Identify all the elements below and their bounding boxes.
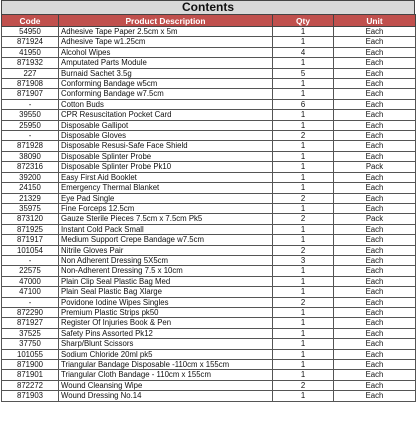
description-cell: Plain Clip Seal Plastic Bag Med xyxy=(59,276,273,286)
qty-cell: 1 xyxy=(273,37,334,47)
description-cell: Wound Dressing No.14 xyxy=(59,391,273,401)
table-row xyxy=(2,307,416,317)
code-cell: 227 xyxy=(2,68,59,78)
qty-cell: 1 xyxy=(273,120,334,130)
unit-cell: Each xyxy=(334,141,416,151)
code-cell: 871907 xyxy=(2,89,59,99)
description-cell: Sodium Chloride 20ml pk5 xyxy=(59,349,273,359)
table-row xyxy=(2,27,416,37)
table-row xyxy=(2,89,416,99)
unit-cell: Each xyxy=(334,297,416,307)
table-row xyxy=(2,183,416,193)
unit-cell: Each xyxy=(334,203,416,213)
unit-cell: Each xyxy=(334,235,416,245)
header-unit: Unit xyxy=(334,15,416,27)
code-cell: 47100 xyxy=(2,287,59,297)
header-row xyxy=(2,15,416,27)
code-cell: 41950 xyxy=(2,47,59,57)
qty-cell: 1 xyxy=(273,162,334,172)
unit-cell: Each xyxy=(334,266,416,276)
qty-cell: 1 xyxy=(273,391,334,401)
qty-cell: 1 xyxy=(273,370,334,380)
table-row xyxy=(2,224,416,234)
code-cell: 871927 xyxy=(2,318,59,328)
code-cell: 37750 xyxy=(2,339,59,349)
unit-cell: Each xyxy=(334,245,416,255)
unit-cell: Each xyxy=(334,89,416,99)
unit-cell: Each xyxy=(334,360,416,370)
unit-cell: Each xyxy=(334,99,416,109)
description-cell: Non Adherent Dressing 5X5cm xyxy=(59,255,273,265)
code-cell: 25950 xyxy=(2,120,59,130)
unit-cell: Each xyxy=(334,339,416,349)
code-cell: 37525 xyxy=(2,328,59,338)
unit-cell: Each xyxy=(334,349,416,359)
table-row xyxy=(2,276,416,286)
unit-cell: Each xyxy=(334,79,416,89)
header-qty: Qty xyxy=(273,15,334,27)
header-code: Code xyxy=(2,15,59,27)
code-cell: 872272 xyxy=(2,380,59,390)
table-row xyxy=(2,328,416,338)
code-cell: 871901 xyxy=(2,370,59,380)
code-cell: 21329 xyxy=(2,193,59,203)
description-cell: Emergency Thermal Blanket xyxy=(59,183,273,193)
table-row xyxy=(2,214,416,224)
unit-cell: Each xyxy=(334,68,416,78)
code-cell: 872290 xyxy=(2,307,59,317)
table-header xyxy=(2,15,416,27)
qty-cell: 1 xyxy=(273,307,334,317)
description-cell: Conforming Bandage w5cm xyxy=(59,79,273,89)
qty-cell: 1 xyxy=(273,183,334,193)
page-title: Contents xyxy=(1,0,415,14)
qty-cell: 1 xyxy=(273,141,334,151)
unit-cell: Each xyxy=(334,391,416,401)
description-cell: Instant Cold Pack Small xyxy=(59,224,273,234)
code-cell: 39200 xyxy=(2,172,59,182)
unit-cell: Each xyxy=(334,193,416,203)
unit-cell: Each xyxy=(334,328,416,338)
qty-cell: 1 xyxy=(273,224,334,234)
description-cell: Conforming Bandage w7.5cm xyxy=(59,89,273,99)
description-cell: Triangular Cloth Bandage - 110cm x 155cm xyxy=(59,370,273,380)
qty-cell: 1 xyxy=(273,151,334,161)
code-cell: 871932 xyxy=(2,58,59,68)
unit-cell: Each xyxy=(334,287,416,297)
table-row xyxy=(2,110,416,120)
code-cell: 47000 xyxy=(2,276,59,286)
code-cell: 22575 xyxy=(2,266,59,276)
code-cell: 872316 xyxy=(2,162,59,172)
description-cell: Triangular Bandage Disposable -110cm x 155cm xyxy=(59,360,273,370)
qty-cell: 1 xyxy=(273,110,334,120)
qty-cell: 2 xyxy=(273,214,334,224)
code-cell: 54950 xyxy=(2,27,59,37)
code-cell: 873120 xyxy=(2,214,59,224)
qty-cell: 2 xyxy=(273,193,334,203)
description-cell: Non-Adherent Dressing 7.5 x 10cm xyxy=(59,266,273,276)
description-cell: CPR Resuscitation Pocket Card xyxy=(59,110,273,120)
unit-cell: Each xyxy=(334,172,416,182)
code-cell: 39550 xyxy=(2,110,59,120)
code-cell: 871900 xyxy=(2,360,59,370)
unit-cell: Each xyxy=(334,380,416,390)
qty-cell: 2 xyxy=(273,380,334,390)
qty-cell: 1 xyxy=(273,27,334,37)
qty-cell: 1 xyxy=(273,172,334,182)
unit-cell: Each xyxy=(334,255,416,265)
table-row xyxy=(2,131,416,141)
description-cell: Plain Seal Plastic Bag Xlarge xyxy=(59,287,273,297)
qty-cell: 1 xyxy=(273,318,334,328)
description-cell: Povidone Iodine Wipes Singles xyxy=(59,297,273,307)
code-cell: - xyxy=(2,255,59,265)
code-cell: - xyxy=(2,99,59,109)
qty-cell: 4 xyxy=(273,47,334,57)
description-cell: Disposable Resusi-Safe Face Shield xyxy=(59,141,273,151)
qty-cell: 1 xyxy=(273,89,334,99)
code-cell: - xyxy=(2,131,59,141)
unit-cell: Each xyxy=(334,131,416,141)
table-row xyxy=(2,235,416,245)
code-cell: - xyxy=(2,297,59,307)
table-row xyxy=(2,203,416,213)
table-row xyxy=(2,360,416,370)
table-row xyxy=(2,68,416,78)
unit-cell: Each xyxy=(334,318,416,328)
code-cell: 101055 xyxy=(2,349,59,359)
description-cell: Medium Support Crepe Bandage w7.5cm xyxy=(59,235,273,245)
qty-cell: 1 xyxy=(273,276,334,286)
table-row xyxy=(2,58,416,68)
unit-cell: Each xyxy=(334,47,416,57)
table-row xyxy=(2,380,416,390)
description-cell: Cotton Buds xyxy=(59,99,273,109)
code-cell: 871928 xyxy=(2,141,59,151)
description-cell: Eye Pad Single xyxy=(59,193,273,203)
description-cell: Disposable Splinter Probe Pk10 xyxy=(59,162,273,172)
table-row xyxy=(2,151,416,161)
description-cell: Nitrile Gloves Pair xyxy=(59,245,273,255)
code-cell: 871908 xyxy=(2,79,59,89)
table-row xyxy=(2,349,416,359)
table-body xyxy=(2,27,416,402)
qty-cell: 1 xyxy=(273,328,334,338)
table-row xyxy=(2,370,416,380)
unit-cell: Pack xyxy=(334,214,416,224)
description-cell: Register Of Injuries Book & Pen xyxy=(59,318,273,328)
description-cell: Adhesive Tape w1.25cm xyxy=(59,37,273,47)
qty-cell: 1 xyxy=(273,287,334,297)
qty-cell: 2 xyxy=(273,297,334,307)
table-row xyxy=(2,120,416,130)
code-cell: 871917 xyxy=(2,235,59,245)
description-cell: Burnaid Sachet 3.5g xyxy=(59,68,273,78)
qty-cell: 5 xyxy=(273,68,334,78)
description-cell: Gauze Sterile Pieces 7.5cm x 7.5cm Pk5 xyxy=(59,214,273,224)
qty-cell: 2 xyxy=(273,245,334,255)
table-row xyxy=(2,47,416,57)
table-row xyxy=(2,162,416,172)
qty-cell: 3 xyxy=(273,255,334,265)
unit-cell: Each xyxy=(334,183,416,193)
description-cell: Fine Forceps 12.5cm xyxy=(59,203,273,213)
description-cell: Sharp/Blunt Scissors xyxy=(59,339,273,349)
qty-cell: 6 xyxy=(273,99,334,109)
table-row xyxy=(2,339,416,349)
unit-cell: Each xyxy=(334,27,416,37)
unit-cell: Each xyxy=(334,37,416,47)
table-row xyxy=(2,287,416,297)
code-cell: 35975 xyxy=(2,203,59,213)
table-row xyxy=(2,245,416,255)
code-cell: 871903 xyxy=(2,391,59,401)
code-cell: 24150 xyxy=(2,183,59,193)
unit-cell: Each xyxy=(334,151,416,161)
qty-cell: 1 xyxy=(273,203,334,213)
qty-cell: 2 xyxy=(273,131,334,141)
description-cell: Safety Pins Assorted Pk12 xyxy=(59,328,273,338)
qty-cell: 1 xyxy=(273,339,334,349)
qty-cell: 1 xyxy=(273,79,334,89)
qty-cell: 1 xyxy=(273,349,334,359)
unit-cell: Pack xyxy=(334,162,416,172)
description-cell: Adhesive Tape Paper 2.5cm x 5m xyxy=(59,27,273,37)
unit-cell: Each xyxy=(334,110,416,120)
description-cell: Disposable Splinter Probe xyxy=(59,151,273,161)
code-cell: 871925 xyxy=(2,224,59,234)
description-cell: Easy First Aid Booklet xyxy=(59,172,273,182)
header-description: Product Description xyxy=(59,15,273,27)
table-row xyxy=(2,297,416,307)
code-cell: 871924 xyxy=(2,37,59,47)
description-cell: Disposable Gloves xyxy=(59,131,273,141)
table-row xyxy=(2,99,416,109)
unit-cell: Each xyxy=(334,224,416,234)
table-row xyxy=(2,79,416,89)
table-row xyxy=(2,255,416,265)
code-cell: 101054 xyxy=(2,245,59,255)
qty-cell: 1 xyxy=(273,360,334,370)
description-cell: Wound Cleansing Wipe xyxy=(59,380,273,390)
table-row xyxy=(2,318,416,328)
unit-cell: Each xyxy=(334,307,416,317)
qty-cell: 1 xyxy=(273,235,334,245)
table-row xyxy=(2,391,416,401)
table-row xyxy=(2,141,416,151)
table-row xyxy=(2,172,416,182)
description-cell: Premium Plastic Strips pk50 xyxy=(59,307,273,317)
code-cell: 38090 xyxy=(2,151,59,161)
description-cell: Amputated Parts Module xyxy=(59,58,273,68)
unit-cell: Each xyxy=(334,370,416,380)
qty-cell: 1 xyxy=(273,266,334,276)
table-row xyxy=(2,266,416,276)
table-row xyxy=(2,193,416,203)
unit-cell: Each xyxy=(334,120,416,130)
unit-cell: Each xyxy=(334,276,416,286)
description-cell: Disposable Gallipot xyxy=(59,120,273,130)
qty-cell: 1 xyxy=(273,58,334,68)
table-row xyxy=(2,37,416,47)
description-cell: Alcohol Wipes xyxy=(59,47,273,57)
unit-cell: Each xyxy=(334,58,416,68)
contents-table xyxy=(1,14,416,402)
